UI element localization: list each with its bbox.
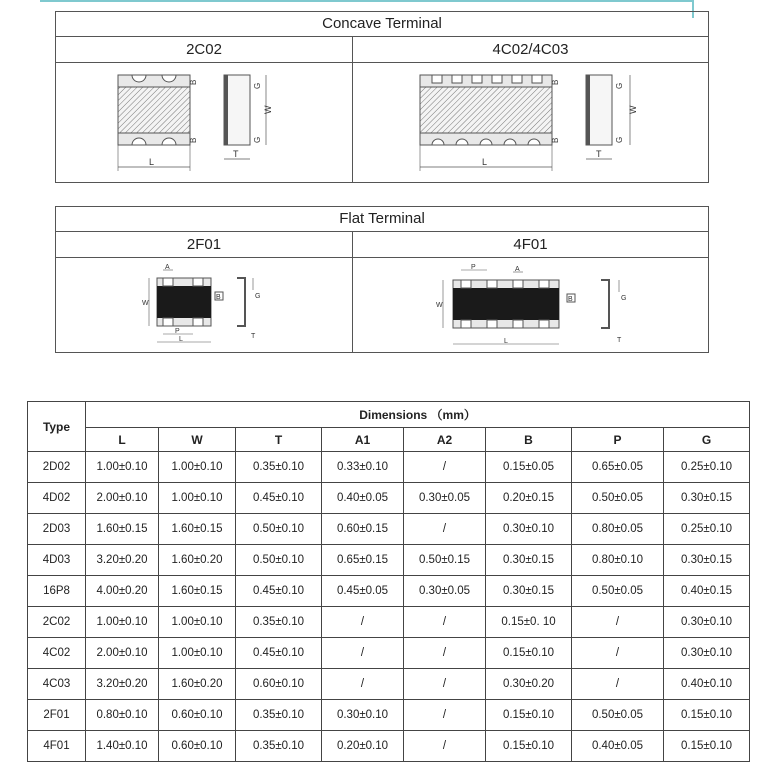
flat-2f01-drawing bbox=[141, 262, 311, 352]
dimension-cell: / bbox=[572, 638, 664, 669]
dimension-cell: 0.80±0.10 bbox=[572, 545, 664, 576]
table-row bbox=[28, 545, 750, 576]
col-header-W: W bbox=[159, 428, 236, 452]
flat-divider bbox=[352, 232, 353, 353]
dimension-cell: 1.60±0.20 bbox=[159, 669, 236, 700]
dimension-cell: 0.50±0.05 bbox=[572, 576, 664, 607]
flat-2f01-W-label: W bbox=[142, 300, 149, 307]
dimension-cell: 0.45±0.05 bbox=[322, 576, 404, 607]
dimension-cell: 0.65±0.15 bbox=[322, 545, 404, 576]
dimension-cell: / bbox=[404, 638, 486, 669]
flat-2f01-P-label: P bbox=[175, 328, 180, 335]
concave-4c02-B-top-label: B bbox=[551, 79, 560, 85]
dimension-cell: 0.15±0.10 bbox=[486, 700, 572, 731]
dimension-cell: 0.30±0.10 bbox=[486, 514, 572, 545]
concave-4c02-B-bottom-label: B bbox=[551, 137, 560, 143]
col-header-G: G bbox=[664, 428, 750, 452]
dimension-cell: / bbox=[572, 669, 664, 700]
concave-2c02-G-top-label: G bbox=[253, 82, 262, 89]
dimension-cell: 0.60±0.15 bbox=[322, 514, 404, 545]
dimension-cell: 0.35±0.10 bbox=[236, 731, 322, 762]
dimension-cell: 2.00±0.10 bbox=[86, 483, 159, 514]
flat-4f01-G-label: G bbox=[621, 295, 627, 302]
dimension-cell: 0.40±0.05 bbox=[572, 731, 664, 762]
dimension-cell: 0.50±0.05 bbox=[572, 700, 664, 731]
dimension-cell: 0.15±0.10 bbox=[664, 700, 750, 731]
dimension-cell: 0.30±0.15 bbox=[486, 545, 572, 576]
dimension-cell: / bbox=[404, 607, 486, 638]
dimension-cell: 1.60±0.15 bbox=[159, 576, 236, 607]
flat-4f01-P-label: P bbox=[471, 264, 476, 271]
dimension-cell: 1.00±0.10 bbox=[86, 607, 159, 638]
concave-terminal-title: Concave Terminal bbox=[56, 12, 708, 37]
concave-4c02-L-label: L bbox=[482, 157, 488, 167]
concave-2c02-B-top-label: B bbox=[189, 79, 198, 85]
dimension-cell: 0.40±0.10 bbox=[664, 669, 750, 700]
table-row bbox=[28, 607, 750, 638]
dimension-cell: 1.00±0.10 bbox=[86, 452, 159, 483]
dimension-cell: 0.60±0.10 bbox=[159, 700, 236, 731]
col-header-L: L bbox=[86, 428, 159, 452]
dimension-cell: 1.60±0.15 bbox=[159, 514, 236, 545]
col-header-P: P bbox=[572, 428, 664, 452]
table-row bbox=[28, 576, 750, 607]
concave-4c02-G-bottom-label: G bbox=[615, 136, 624, 143]
concave-2c02-B-bottom-label: B bbox=[189, 137, 198, 143]
dimension-cell: 0.80±0.10 bbox=[86, 700, 159, 731]
dimension-cell: 0.20±0.15 bbox=[486, 483, 572, 514]
concave-2c02-drawing bbox=[106, 67, 346, 182]
table-row bbox=[28, 700, 750, 731]
flat-4f01-W-label: W bbox=[436, 302, 443, 309]
dimensions-table-body bbox=[28, 452, 750, 762]
concave-2c02-G-bottom-label: G bbox=[253, 136, 262, 143]
table-row bbox=[28, 483, 750, 514]
concave-terminal-box bbox=[55, 11, 709, 183]
top-accent-line bbox=[40, 0, 692, 2]
dimension-cell: 0.40±0.05 bbox=[322, 483, 404, 514]
dimension-cell: 0.15±0.10 bbox=[664, 731, 750, 762]
type-cell: 2C02 bbox=[28, 607, 86, 638]
flat-4f01-drawing bbox=[431, 262, 691, 352]
table-row bbox=[28, 514, 750, 545]
dimension-cell: 0.45±0.10 bbox=[236, 483, 322, 514]
dimension-cell: 1.60±0.20 bbox=[159, 545, 236, 576]
flat-4f01-L-label: L bbox=[504, 338, 508, 345]
type-cell: 4D03 bbox=[28, 545, 86, 576]
dimension-cell: 1.40±0.10 bbox=[86, 731, 159, 762]
dimension-cell: 0.40±0.15 bbox=[664, 576, 750, 607]
flat-2f01-A-label: A bbox=[165, 264, 170, 271]
concave-left-model: 2C02 bbox=[56, 37, 352, 63]
type-cell: 16P8 bbox=[28, 576, 86, 607]
dimension-cell: 0.45±0.10 bbox=[236, 576, 322, 607]
dimension-cell: 0.30±0.15 bbox=[486, 576, 572, 607]
concave-2c02-L-label: L bbox=[149, 157, 155, 167]
dimension-cell: 0.30±0.15 bbox=[664, 545, 750, 576]
dimension-cell: 0.30±0.05 bbox=[404, 576, 486, 607]
flat-terminal-box bbox=[55, 206, 709, 353]
dimension-cell: 1.00±0.10 bbox=[159, 452, 236, 483]
dimension-cell: / bbox=[322, 607, 404, 638]
dimension-cell: 0.30±0.10 bbox=[322, 700, 404, 731]
dimension-cell: / bbox=[404, 452, 486, 483]
type-cell: 4F01 bbox=[28, 731, 86, 762]
dimension-cell: 0.15±0.10 bbox=[486, 731, 572, 762]
dimension-cell: / bbox=[322, 638, 404, 669]
table-row bbox=[28, 452, 750, 483]
type-header: Type bbox=[28, 402, 86, 452]
dimension-cell: 0.35±0.10 bbox=[236, 452, 322, 483]
dimensions-header: Dimensions （mm） bbox=[86, 402, 750, 428]
table-row bbox=[28, 731, 750, 762]
concave-4c02-G-top-label: G bbox=[615, 82, 624, 89]
dimension-cell: 1.60±0.15 bbox=[86, 514, 159, 545]
concave-2c02-W-label: W bbox=[263, 105, 273, 114]
dimension-cell: 0.25±0.10 bbox=[664, 514, 750, 545]
column-header-row bbox=[28, 428, 750, 452]
dimension-cell: 1.00±0.10 bbox=[159, 638, 236, 669]
flat-2f01-T-label: T bbox=[251, 333, 256, 340]
dimension-cell: 0.30±0.15 bbox=[664, 483, 750, 514]
dimension-cell: 0.33±0.10 bbox=[322, 452, 404, 483]
dimension-cell: 0.50±0.15 bbox=[404, 545, 486, 576]
dimension-cell: 0.30±0.10 bbox=[664, 607, 750, 638]
dimension-cell: 0.65±0.05 bbox=[572, 452, 664, 483]
type-cell: 4C02 bbox=[28, 638, 86, 669]
dimension-cell: / bbox=[404, 669, 486, 700]
dimension-cell: 0.25±0.10 bbox=[664, 452, 750, 483]
type-cell: 2D02 bbox=[28, 452, 86, 483]
dimension-cell: 0.60±0.10 bbox=[159, 731, 236, 762]
flat-2f01-G-label: G bbox=[255, 293, 261, 300]
concave-right-model: 4C02/4C03 bbox=[353, 37, 708, 63]
dimension-cell: / bbox=[404, 700, 486, 731]
dimension-cell: / bbox=[572, 607, 664, 638]
dimension-cell: 0.15±0.05 bbox=[486, 452, 572, 483]
dimension-cell: 0.60±0.10 bbox=[236, 669, 322, 700]
dimension-cell: / bbox=[404, 514, 486, 545]
dimension-cell: 2.00±0.10 bbox=[86, 638, 159, 669]
flat-4f01-B-label: B bbox=[568, 296, 573, 303]
col-header-A2: A2 bbox=[404, 428, 486, 452]
dimension-cell: / bbox=[322, 669, 404, 700]
flat-2f01-B-label: B bbox=[216, 294, 221, 301]
dimension-cell: 0.30±0.10 bbox=[664, 638, 750, 669]
dimension-cell: 0.35±0.10 bbox=[236, 607, 322, 638]
dimension-cell: 4.00±0.20 bbox=[86, 576, 159, 607]
concave-4c02-W-label: W bbox=[628, 105, 638, 114]
type-cell: 4D02 bbox=[28, 483, 86, 514]
flat-left-model: 2F01 bbox=[56, 232, 352, 258]
dimension-cell: 0.50±0.10 bbox=[236, 514, 322, 545]
dimension-cell: / bbox=[404, 731, 486, 762]
dimension-cell: 1.00±0.10 bbox=[159, 607, 236, 638]
dimension-cell: 0.50±0.10 bbox=[236, 545, 322, 576]
dimension-cell: 3.20±0.20 bbox=[86, 669, 159, 700]
type-cell: 2D03 bbox=[28, 514, 86, 545]
col-header-B: B bbox=[486, 428, 572, 452]
col-header-T: T bbox=[236, 428, 322, 452]
dimension-cell: 0.15±0. 10 bbox=[486, 607, 572, 638]
dimension-cell: 1.00±0.10 bbox=[159, 483, 236, 514]
flat-4f01-A-label: A bbox=[515, 266, 520, 273]
dimension-cell: 0.20±0.10 bbox=[322, 731, 404, 762]
dimension-cell: 0.30±0.20 bbox=[486, 669, 572, 700]
concave-4c02-drawing bbox=[406, 67, 706, 182]
dimension-cell: 0.35±0.10 bbox=[236, 700, 322, 731]
dimension-cell: 0.15±0.10 bbox=[486, 638, 572, 669]
dimension-cell: 0.80±0.05 bbox=[572, 514, 664, 545]
type-cell: 4C03 bbox=[28, 669, 86, 700]
dimension-cell: 0.50±0.05 bbox=[572, 483, 664, 514]
concave-2c02-T-label: T bbox=[233, 149, 239, 159]
dimensions-table bbox=[27, 401, 750, 762]
table-row bbox=[28, 669, 750, 700]
concave-4c02-T-label: T bbox=[596, 149, 602, 159]
flat-4f01-T-label: T bbox=[617, 337, 622, 344]
dimension-cell: 3.20±0.20 bbox=[86, 545, 159, 576]
table-row bbox=[28, 638, 750, 669]
concave-divider bbox=[352, 37, 353, 183]
flat-right-model: 4F01 bbox=[353, 232, 708, 258]
dimension-cell: 0.30±0.05 bbox=[404, 483, 486, 514]
type-cell: 2F01 bbox=[28, 700, 86, 731]
flat-2f01-L-label: L bbox=[179, 336, 183, 343]
flat-terminal-title: Flat Terminal bbox=[56, 207, 708, 232]
dimension-cell: 0.45±0.10 bbox=[236, 638, 322, 669]
col-header-A1: A1 bbox=[322, 428, 404, 452]
